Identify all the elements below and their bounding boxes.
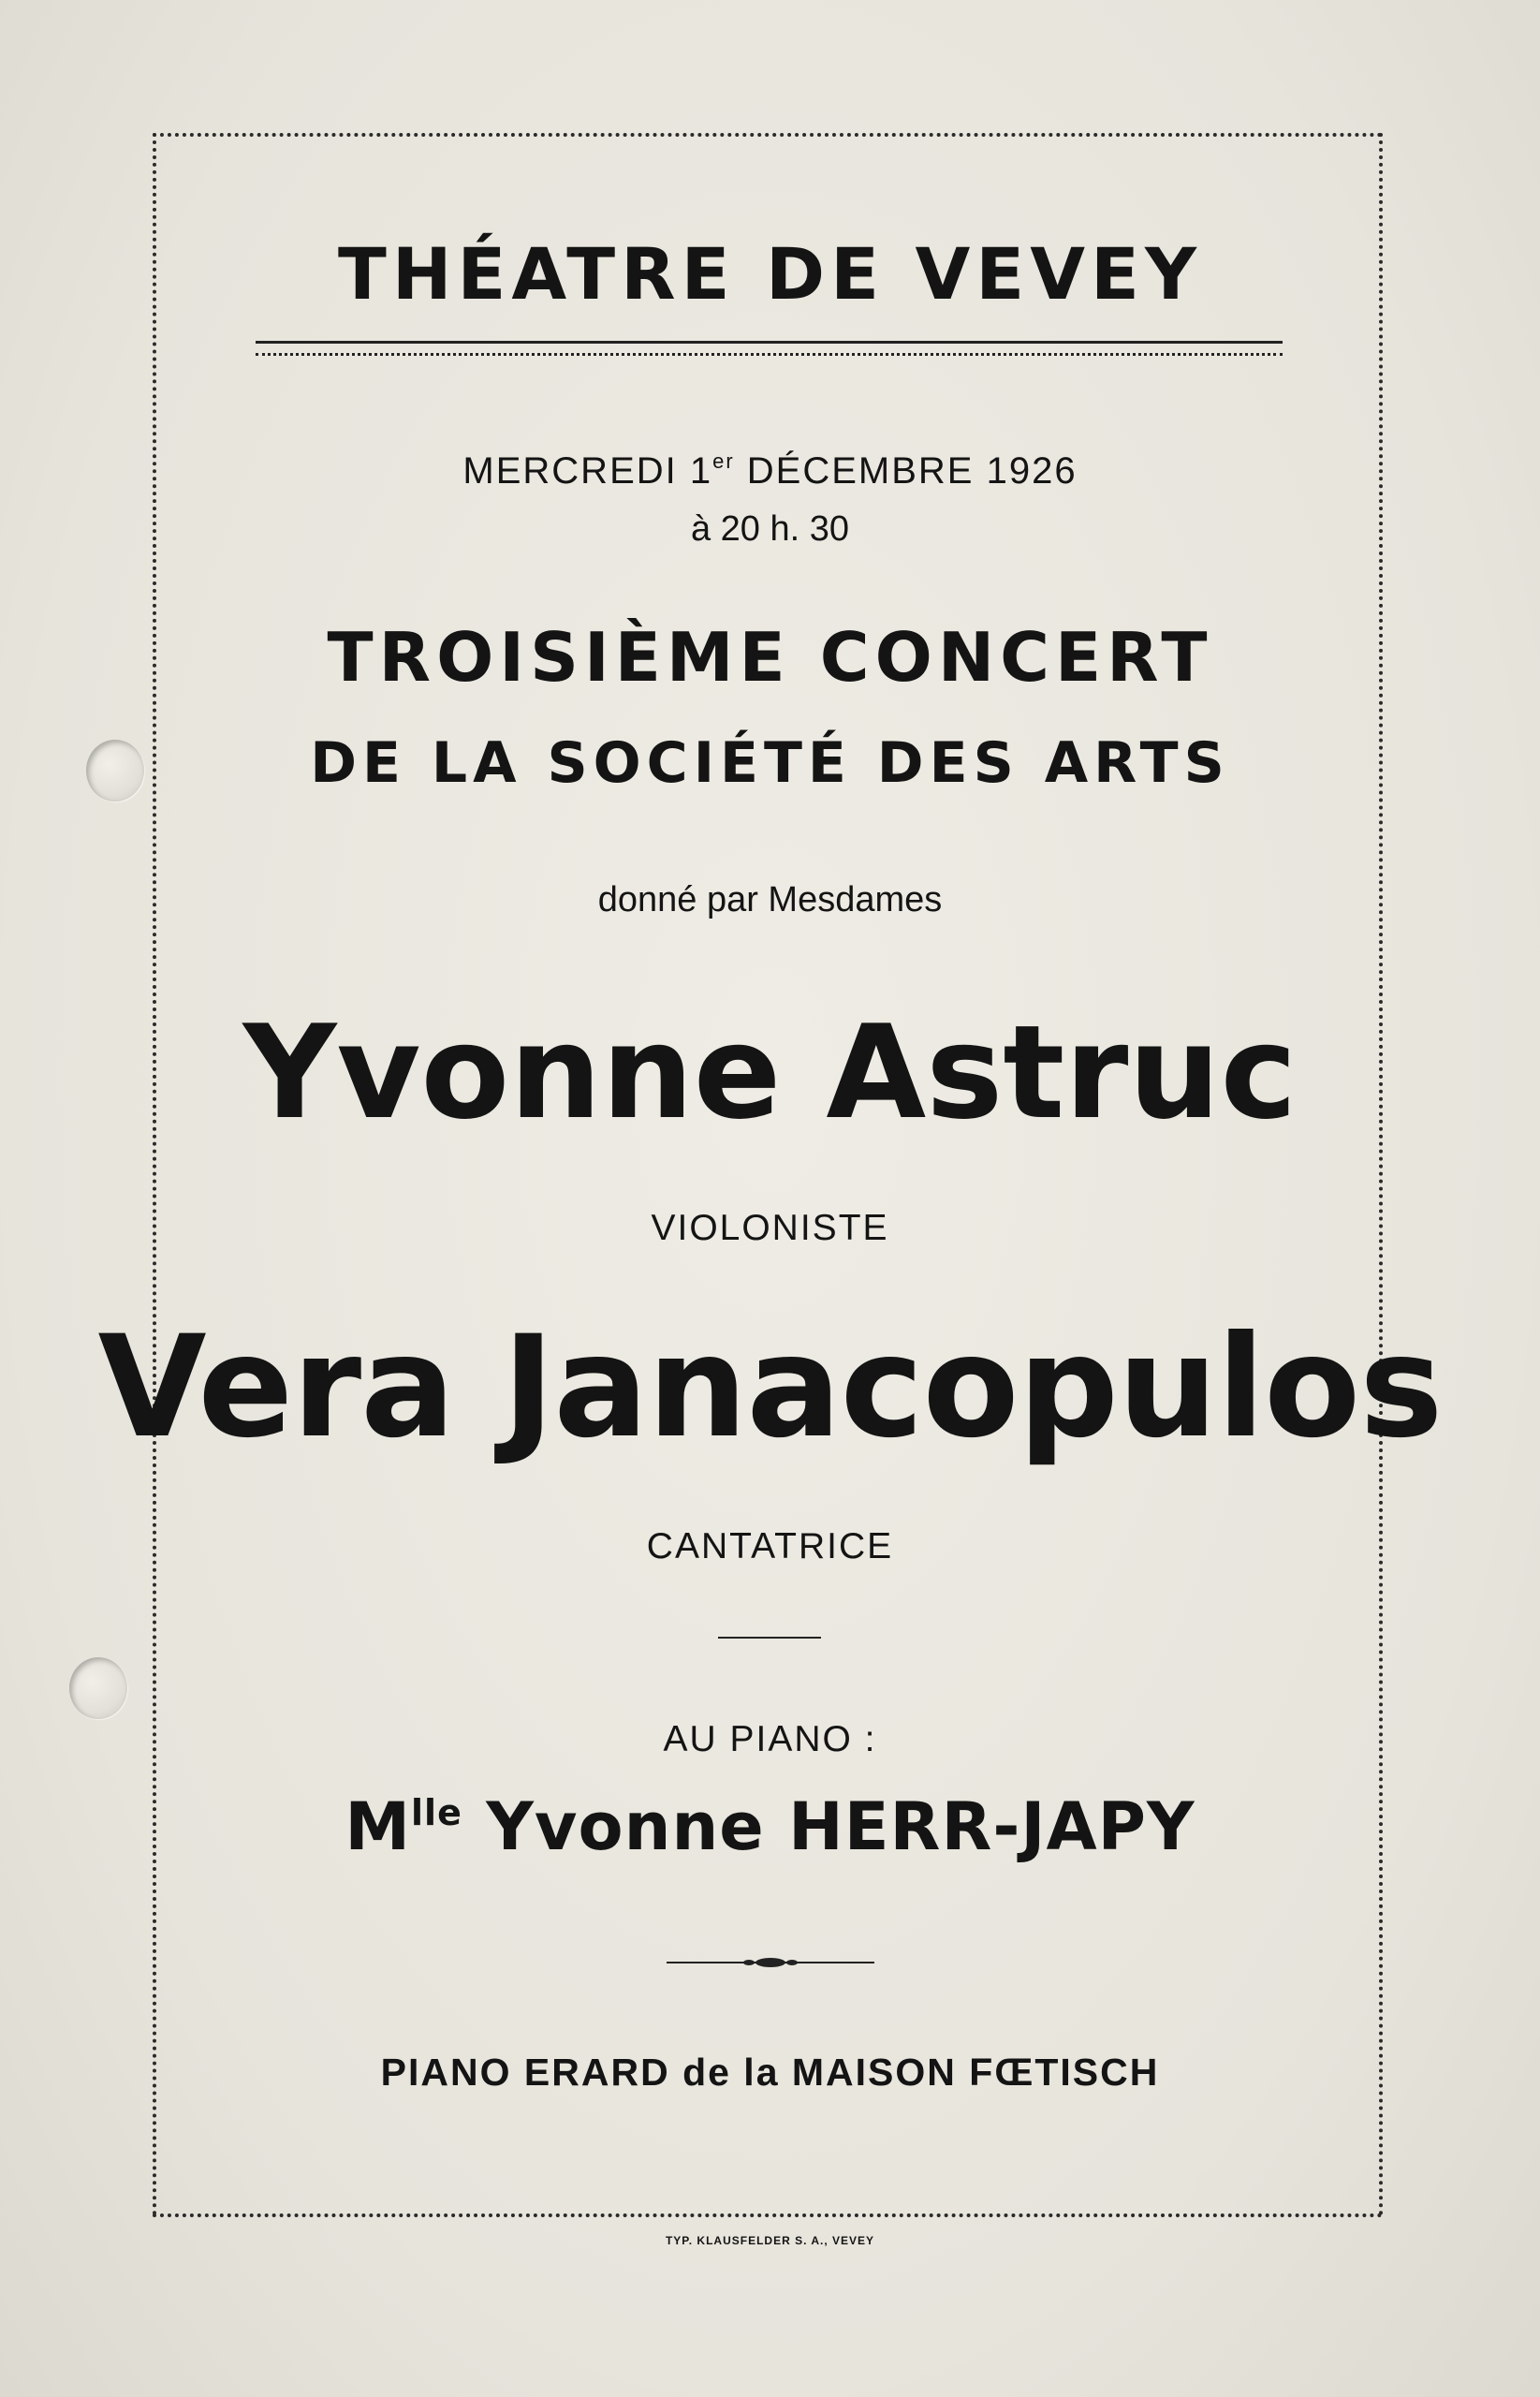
- performer-name-1: Yvonne Astruc: [242, 997, 1298, 1148]
- binder-hole-bottom: [69, 1657, 127, 1719]
- accompanist-heading: AU PIANO :: [663, 1719, 877, 1759]
- date-prefix: MERCREDI 1: [462, 450, 713, 492]
- performer-name-2: Vera Janacopulos: [97, 1306, 1443, 1469]
- title-double-rule: [256, 341, 1283, 356]
- piano-credit: PIANO ERARD de la MAISON FŒTISCH: [380, 2051, 1160, 2094]
- performer-role-2: CANTATRICE: [646, 1526, 894, 1566]
- accompanist-name: [0, 1788, 1540, 1865]
- accompanist-title: M: [345, 1788, 412, 1865]
- ornament-divider: [667, 1953, 874, 1972]
- date-suffix: DÉCEMBRE 1926: [734, 450, 1078, 492]
- concert-title-line1: TROISIÈME CONCERT: [327, 618, 1213, 697]
- performer-role-1: VIOLONISTE: [651, 1208, 889, 1248]
- given-by-text: donné par Mesdames: [597, 880, 943, 919]
- section-divider: [718, 1637, 821, 1639]
- dotted-border-frame: [153, 133, 1383, 2217]
- date-superscript: er: [712, 449, 735, 473]
- accompanist-title-superscript: lle: [411, 1792, 462, 1833]
- accompanist-full-name: Yvonne HERR-JAPY: [462, 1788, 1195, 1865]
- event-time: à 20 h. 30: [690, 509, 850, 549]
- printer-imprint: TYP. KLAUSFELDER S. A., VEVEY: [665, 2234, 875, 2247]
- concert-title-line2: DE LA SOCIÉTÉ DES ARTS: [310, 730, 1230, 796]
- event-date: [0, 449, 1540, 493]
- theatre-title: THÉATRE DE VEVEY: [338, 232, 1202, 316]
